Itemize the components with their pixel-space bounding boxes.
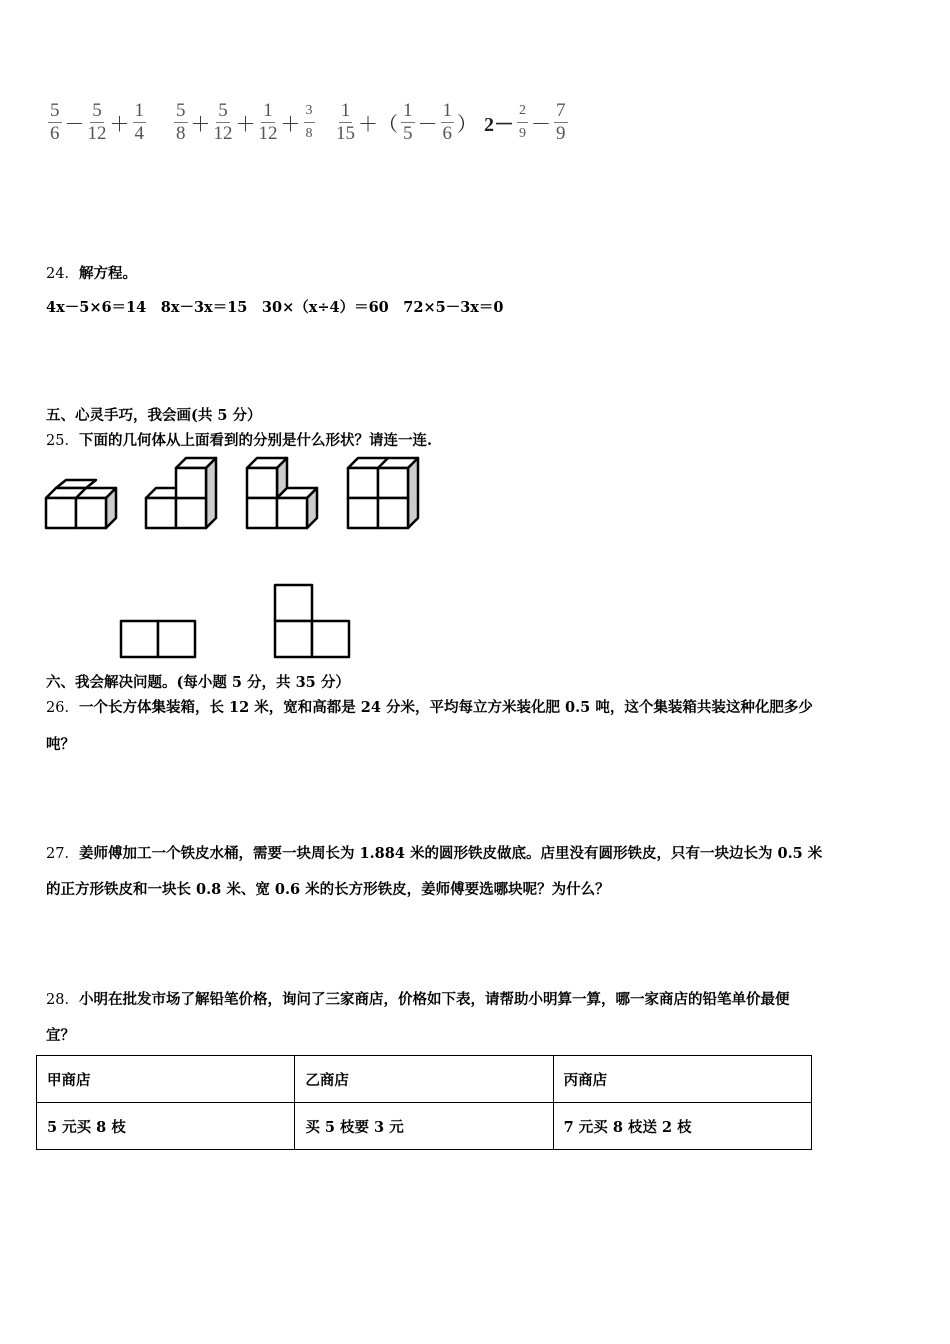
numerator: 2 [517, 100, 528, 123]
numerator: 7 [556, 100, 566, 121]
numerator: 3 [304, 100, 315, 123]
operator: － [417, 114, 438, 136]
operator: ＋ [190, 114, 211, 136]
top-view-shape-1 [121, 621, 195, 657]
solid-figure-4 [348, 458, 418, 528]
denominator: 15 [336, 123, 355, 144]
denominator: 4 [134, 123, 144, 144]
denominator: 9 [556, 123, 566, 144]
q24-number: 24． [46, 266, 79, 282]
numerator: 5 [92, 100, 102, 121]
denominator: 6 [442, 123, 452, 144]
denominator: 8 [305, 126, 313, 141]
solid-figure-1 [46, 480, 116, 528]
q25-text: 下面的几何体从上面看到的分别是什么形状？请连一连. [78, 432, 432, 449]
operator: ＋ [109, 114, 130, 136]
numerator: 5 [50, 100, 60, 121]
q28-line1 [46, 988, 789, 1009]
numerator: 1 [134, 100, 144, 121]
section6-heading: 六、我会解决问题。(每小题 5 分，共 35 分） [46, 674, 350, 691]
numerator: 1 [442, 100, 452, 121]
table-cell: 买 5 枝要 3 元 [295, 1103, 553, 1150]
q26-text: 一个长方体集装箱，长 12 米，宽和高都是 24 分米，平均每立方米装化肥 0.5 吨，这个集装箱共装这种化肥多少 [78, 699, 813, 716]
numerator: 5 [176, 100, 186, 121]
q25-number: 25． [46, 433, 79, 449]
q24-equations: 4x－5×6＝14 8x－3x＝15 30×（x÷4）＝60 72×5－3x＝0 [46, 299, 504, 316]
q28-line2: 宜？ [46, 1027, 75, 1044]
operator: ＋ [235, 114, 256, 136]
q26-number: 26． [46, 700, 79, 716]
solid-figure-2 [146, 458, 216, 528]
numerator: 1 [403, 100, 413, 121]
operator: ＋（ [358, 114, 398, 136]
q24-title: 解方程。 [78, 265, 137, 282]
operator: 2－ [484, 114, 514, 136]
q28-text: 小明在批发市场了解铅笔价格，询问了三家商店，价格如下表，请帮助小明算一算，哪一家商店的铅笔单价最便 [78, 991, 790, 1008]
denominator: 5 [403, 123, 413, 144]
denominator: 6 [50, 123, 60, 144]
q28-number: 28． [46, 992, 79, 1008]
operator: ） [457, 114, 477, 136]
q26-line2: 吨？ [46, 736, 75, 753]
numerator: 1 [263, 100, 273, 121]
denominator: 9 [519, 126, 526, 141]
table-row [37, 1103, 812, 1150]
denominator: 12 [87, 123, 107, 144]
table-header-row [37, 1056, 812, 1103]
q27-number: 27． [46, 846, 79, 862]
q27-line1 [46, 842, 822, 863]
denominator: 8 [176, 123, 186, 144]
operator: ＋ [280, 114, 301, 136]
denominator: 12 [258, 123, 278, 144]
table-cell: 5 元买 8 枝 [37, 1103, 295, 1150]
numerator: 5 [218, 100, 228, 121]
q27-text: 姜师傅加工一个铁皮水桶，需要一块周长为 1.884 米的圆形铁皮做底。店里没有圆形铁皮，只有一块边长为 0.5 米 [78, 845, 823, 862]
table-header-cell: 甲商店 [37, 1056, 295, 1103]
q27-line2: 的正方形铁皮和一块长 0.8 米、宽 0.6 米的长方形铁皮，姜师傅要选哪块呢？为什么？ [46, 881, 610, 898]
solid-figure-3 [247, 458, 317, 528]
top-view-shape-2 [275, 585, 349, 657]
numerator: 1 [340, 100, 351, 121]
denominator: 12 [213, 123, 233, 144]
operator: － [531, 114, 551, 136]
table-cell: 7 元买 8 枝送 2 枝 [553, 1103, 811, 1150]
table-header-cell: 丙商店 [553, 1056, 811, 1103]
q26-line1 [46, 696, 813, 717]
operator: － [64, 114, 85, 136]
price-table [36, 1055, 812, 1150]
table-header-cell: 乙商店 [295, 1056, 553, 1103]
section5-heading: 五、心灵手巧，我会画(共 5 分） [46, 407, 262, 424]
